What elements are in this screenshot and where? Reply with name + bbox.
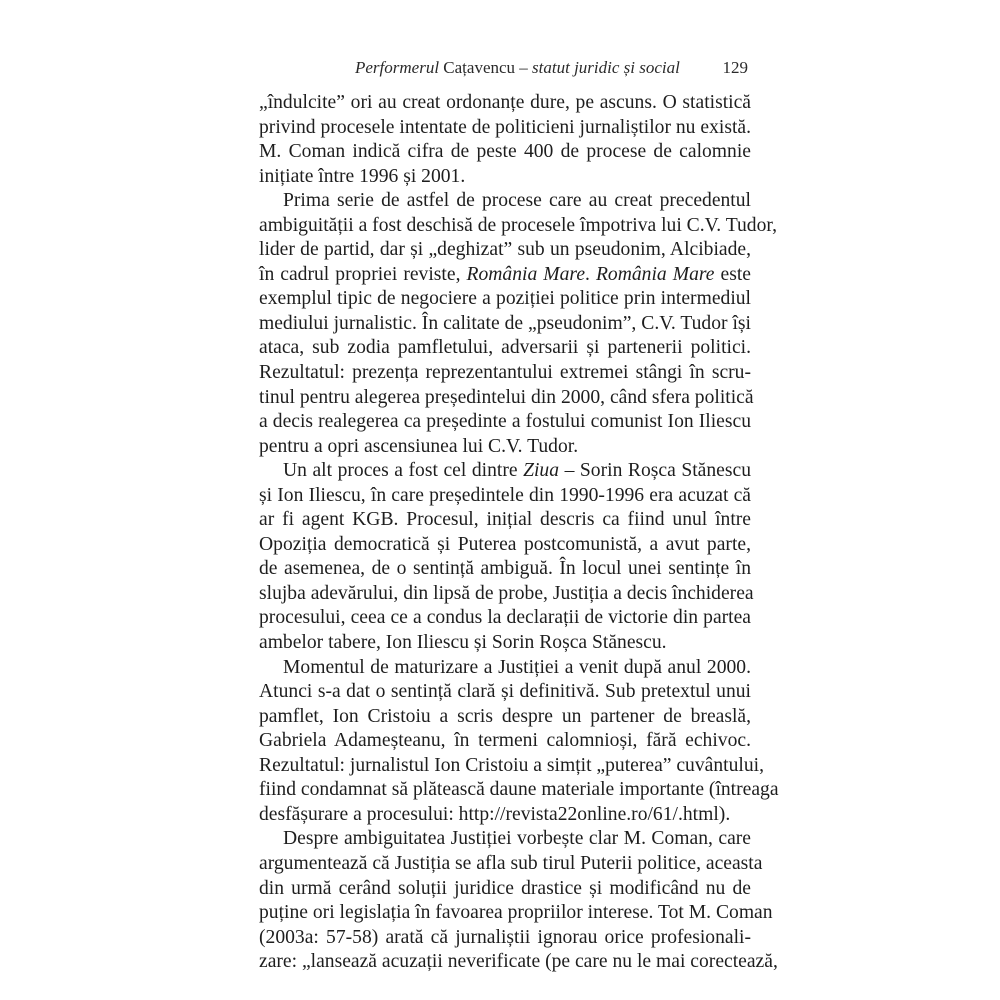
text-line: desfășurare a procesului: http://revista22online.ro/61/.html).: [259, 803, 731, 825]
text-line: Rezultatul: prezența reprezentantului extremei stângi în scru-: [259, 362, 751, 384]
italic-title-romania-mare: România Mare: [595, 263, 715, 285]
text-line: Despre ambiguitatea Justiției vorbește clar M. Coman, care: [283, 828, 751, 850]
text-line: Prima serie de astfel de procese care au creat precedentul: [283, 190, 751, 212]
body-text: [259, 91, 779, 975]
text-line: [259, 459, 751, 484]
text-run: este: [714, 263, 751, 285]
running-head: [259, 58, 750, 82]
paragraph: [259, 91, 751, 189]
text-line: Atunci s-a dat o sentință clară și definitivă. Sub pretextul unui: [259, 681, 751, 703]
running-head-title-part3: statut juridic și social: [532, 58, 680, 77]
text-line: a decis realegerea ca președinte a fostului comunist Ion Iliescu: [259, 411, 751, 433]
paragraph: [259, 189, 778, 459]
italic-title-ziua: Ziua: [523, 460, 560, 482]
text-run: în cadrul propriei reviste,: [259, 263, 467, 285]
text-run: .: [585, 263, 596, 285]
page-number: 129: [722, 58, 748, 77]
running-head-title-part2: Cațavencu –: [439, 58, 533, 77]
text-line: mediului jurnalistic. În calitate de „pseudonim”, C.V. Tudor își: [259, 312, 751, 334]
text-line: puține ori legislația în favoarea propriilor interese. Tot M. Coman: [259, 902, 773, 924]
text-line: ar fi agent KGB. Procesul, inițial descris ca fiind unul între: [259, 509, 751, 531]
italic-title-romania-mare: România Mare: [466, 263, 586, 285]
running-head-title: [355, 58, 680, 78]
text-line: „îndulcite” ori au creat ordonanțe dure, pe ascuns. O statistică: [259, 92, 751, 113]
running-head-title-part1: Performerul: [355, 58, 440, 77]
text-line: [259, 263, 751, 288]
text-line: Opoziția democratică și Puterea postcomunistă, a avut parte,: [259, 533, 751, 555]
text-line: din urmă cerând soluții juridice drastice și modificând nu de: [259, 877, 751, 899]
text-line: (2003a: 57-58) arată că jurnaliștii ignorau orice profesionali-: [259, 926, 751, 948]
text-line: argumentează că Justiția se afla sub tirul Puterii politice, aceasta: [259, 852, 763, 874]
text-line: ambelor tabere, Ion Iliescu și Sorin Roșca Stănescu.: [259, 632, 667, 654]
paragraph: [259, 459, 754, 655]
text-run: – Sorin Roșca Stănescu: [559, 460, 751, 482]
text-line: pamflet, Ion Cristoiu a scris despre un partener de breaslă,: [259, 705, 751, 727]
text-line: tinul pentru alegerea președintelui din 2000, când sfera politică: [259, 386, 754, 408]
text-run: Un alt proces a fost cel dintre: [283, 460, 524, 482]
text-line: pentru a opri ascensiunea lui C.V. Tudor.: [259, 435, 579, 457]
text-line: și Ion Iliescu, în care președintele din 1990-1996 era acuzat că: [259, 484, 751, 506]
text-line: slujba adevărului, din lipsă de probe, Justiția a decis închiderea: [259, 582, 754, 604]
text-line: Gabriela Adameșteanu, în termeni calomnioși, fără echivoc.: [259, 730, 751, 752]
text-line: ataca, sub zodia pamfletului, adversarii și partenerii politici.: [259, 337, 751, 359]
text-line: lider de partid, dar și „deghizat” sub un pseudonim, Alcibiade,: [259, 239, 751, 261]
text-line: privind procesele intentate de politicieni jurnaliștilor nu există.: [259, 116, 751, 138]
text-line: M. Coman indică cifra de peste 400 de procese de calomnie: [259, 141, 751, 163]
text-line: Rezultatul: jurnalistul Ion Cristoiu a simțit „puterea” cuvântului,: [259, 754, 764, 776]
text-line: inițiate între 1996 și 2001.: [259, 165, 466, 187]
paragraph: [259, 827, 778, 974]
text-line: exemplul tipic de negociere a poziției politice prin intermediul: [259, 288, 751, 310]
paragraph: [259, 656, 779, 828]
text-line: fiind condamnat să plătească daune materiale importante (întreaga: [259, 779, 779, 801]
text-line: procesului, ceea ce a condus la declarații de victorie din partea: [259, 607, 751, 629]
text-line: zare: „lansează acuzații neverificate (pe care nu le mai corectează,: [259, 951, 778, 973]
text-line: ambiguității a fost deschisă de procesele împotriva lui C.V. Tudor,: [259, 214, 778, 236]
text-line: de asemenea, de o sentință ambiguă. În locul unei sentințe în: [259, 558, 751, 580]
text-line: Momentul de maturizare a Justiției a venit după anul 2000.: [283, 656, 751, 678]
